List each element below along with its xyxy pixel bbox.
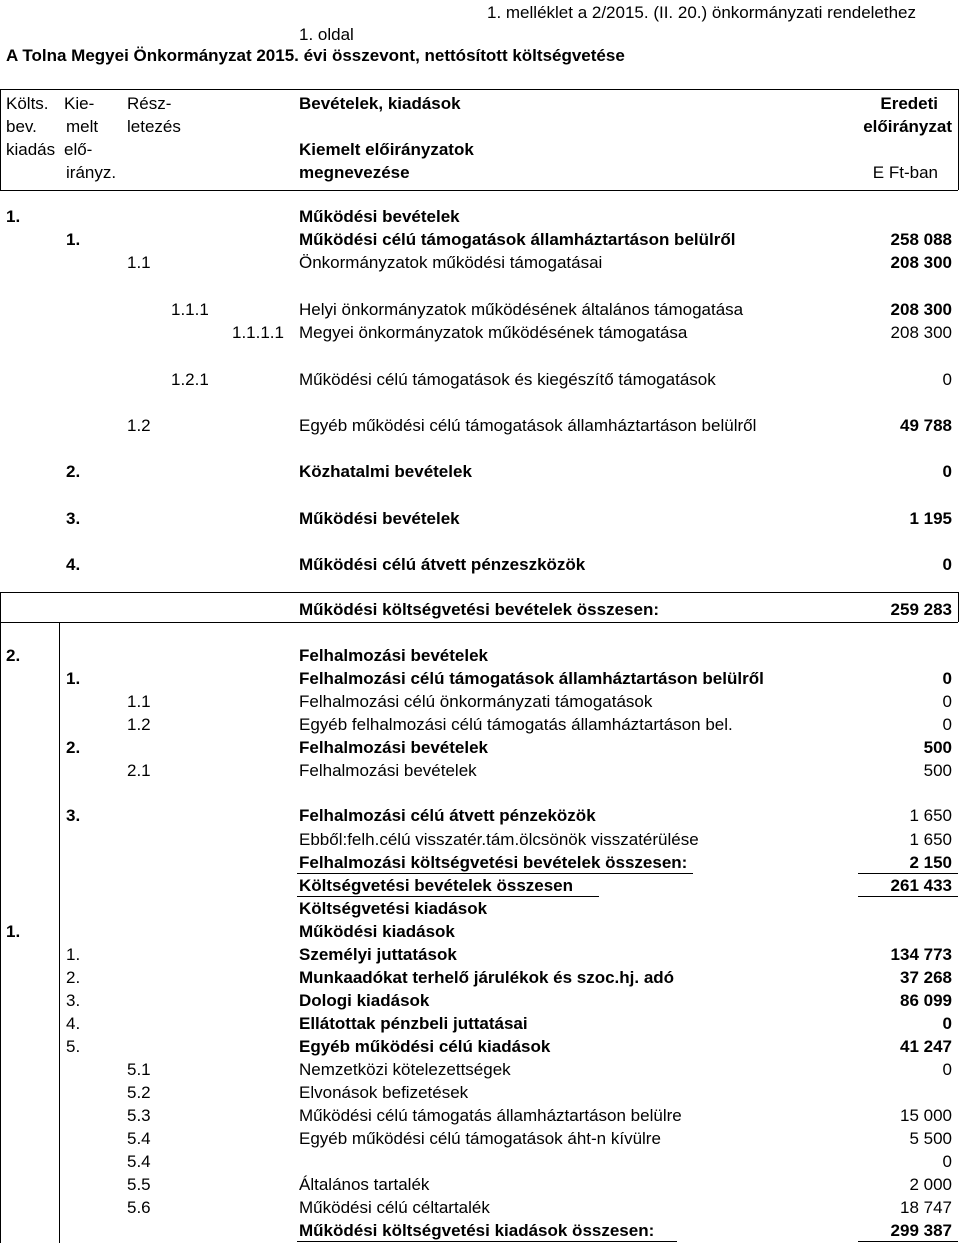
row-label: Működési célú támogatás államháztartáson belülre <box>299 1106 682 1125</box>
row-amount: 0 <box>942 1060 952 1079</box>
row-code-3: 5.2 <box>127 1083 151 1102</box>
row-code-3: 1.1 <box>127 253 151 272</box>
row-code-1: 1. <box>6 922 21 941</box>
row-label: Működési célú támogatások államháztartáson belülről <box>299 230 736 249</box>
header-col2-line1: Kie- <box>64 94 95 113</box>
row-code-3: 5.4 <box>127 1129 151 1148</box>
annex-reference: 1. melléklet a 2/2015. (II. 20.) önkormányzati rendelethez <box>487 3 917 22</box>
row-code-3: 5.4 <box>127 1152 151 1171</box>
header-col1-line1: Költs. <box>6 94 49 113</box>
row-label: Személyi juttatások <box>299 945 457 964</box>
section-heading: Költségvetési kiadások <box>299 899 488 918</box>
row-total-label: Költségvetési bevételek összesen <box>299 876 574 895</box>
row-label: Egyéb felhalmozási célú támogatás államháztartáson bel. <box>299 715 733 734</box>
row-amount: 49 788 <box>900 416 952 435</box>
row-label: Felhalmozási célú önkormányzati támogatások <box>299 692 653 711</box>
row-code-3: 1.1 <box>127 692 151 711</box>
row-amount: 0 <box>942 555 952 574</box>
header-col2-line3: elő- <box>64 140 93 159</box>
row-code-3: 5.5 <box>127 1175 151 1194</box>
row-label: Felhalmozási célú átvett pénzeközök <box>299 806 596 825</box>
row-code-2: 3. <box>66 509 81 528</box>
row-label: Ellátottak pénzbeli juttatásai <box>299 1014 528 1033</box>
row-total-label: Felhalmozási költségvetési bevételek összesen: <box>299 853 688 872</box>
row-total-amount: 259 283 <box>890 600 952 619</box>
row-total-amount: 2 150 <box>909 853 952 872</box>
row-label: Egyéb működési célú támogatások államháztartáson belülről <box>299 416 757 435</box>
row-label: Helyi önkormányzatok működésének általános támogatása <box>299 300 744 319</box>
row-label: Nemzetközi kötelezettségek <box>299 1060 511 1079</box>
row-amount: 0 <box>942 462 952 481</box>
row-label: Önkormányzatok működési támogatásai <box>299 253 603 272</box>
header-col2-line4: irányz. <box>66 163 117 182</box>
row-label: Felhalmozási bevételek <box>299 646 488 665</box>
row-amount: 1 650 <box>909 830 952 849</box>
row-code-3: 1.1.1 <box>171 300 209 319</box>
row-label: Dologi kiadások <box>299 991 430 1010</box>
row-amount: 0 <box>942 1152 952 1171</box>
row-amount: 0 <box>942 715 952 734</box>
row-label: Működési kiadások <box>299 922 455 941</box>
row-label: Megyei önkormányzatok működésének támogatása <box>299 323 688 342</box>
row-code-1: 1. <box>6 207 21 226</box>
row-amount: 5 500 <box>909 1129 952 1148</box>
row-label: Közhatalmi bevételek <box>299 462 472 481</box>
row-total-label: Működési költségvetési kiadások összesen: <box>299 1221 655 1240</box>
row-amount: 500 <box>923 761 952 780</box>
header-col5-line2: előirányzat <box>863 117 952 136</box>
row-amount: 86 099 <box>900 991 952 1010</box>
row-label: Egyéb működési célú támogatások áht-n kívülre <box>299 1129 661 1148</box>
row-code-2: 4. <box>66 1014 81 1033</box>
header-col4-line2: Kiemelt előirányzatok <box>299 140 474 159</box>
row-amount: 1 650 <box>909 806 952 825</box>
row-code-2: 1. <box>66 230 81 249</box>
row-amount: 500 <box>923 738 952 757</box>
header-col1-line3: kiadás <box>6 140 56 159</box>
header-col3-line1: Rész- <box>127 94 172 113</box>
row-amount: 258 088 <box>890 230 952 249</box>
row-label: Ebből:felh.célú visszatér.tám.ölcsönök visszatérülése <box>299 830 699 849</box>
row-code-3: 2.1 <box>127 761 151 780</box>
row-total-amount: 299 387 <box>890 1221 952 1240</box>
row-amount: 0 <box>942 669 952 688</box>
row-code-2: 1. <box>66 669 81 688</box>
row-code-3: 1.2.1 <box>171 370 209 389</box>
row-amount: 18 747 <box>900 1198 952 1217</box>
row-amount: 37 268 <box>900 968 952 987</box>
row-code-2: 2. <box>66 738 81 757</box>
row-code-2: 2. <box>66 968 81 987</box>
row-amount: 0 <box>942 692 952 711</box>
row-total-label: Működési költségvetési bevételek összesen: <box>299 600 659 619</box>
row-label: Működési célú támogatások és kiegészítő támogatások <box>299 370 716 389</box>
row-amount: 41 247 <box>900 1037 952 1056</box>
row-amount: 2 000 <box>909 1175 952 1194</box>
row-amount: 0 <box>942 1014 952 1033</box>
row-code-2: 1. <box>66 945 81 964</box>
row-amount: 1 195 <box>909 509 952 528</box>
row-label: Felhalmozási bevételek <box>299 761 477 780</box>
header-col4-line1: Bevételek, kiadások <box>299 94 461 113</box>
row-amount: 15 000 <box>900 1106 952 1125</box>
row-label: Általános tartalék <box>299 1175 430 1194</box>
row-label: Munkaadókat terhelő járulékok és szoc.hj. adó <box>299 968 675 987</box>
row-code-1: 2. <box>6 646 21 665</box>
header-col3-line2: letezés <box>127 117 181 136</box>
row-total-amount: 261 433 <box>890 876 952 895</box>
header-col4-line3: megnevezése <box>299 163 410 182</box>
row-label: Működési célú átvett pénzeszközök <box>299 555 586 574</box>
row-label: Felhalmozási célú támogatások államháztartáson belülről <box>299 669 764 688</box>
row-code-3: 5.3 <box>127 1106 151 1125</box>
row-code-2: 4. <box>66 555 81 574</box>
row-label: Működési bevételek <box>299 207 460 226</box>
row-label: Működési bevételek <box>299 509 460 528</box>
header-col2-line2: melt <box>66 117 99 136</box>
header-col5-line1: Eredeti <box>880 94 938 113</box>
row-code-2: 3. <box>66 991 81 1010</box>
row-amount: 208 300 <box>890 300 952 319</box>
row-code-3: 1.2 <box>127 715 151 734</box>
page-number: 1. oldal <box>299 25 354 44</box>
row-code-2: 5. <box>66 1037 81 1056</box>
row-label: Működési célú céltartalék <box>299 1198 490 1217</box>
row-code-3: 5.6 <box>127 1198 151 1217</box>
row-label: Felhalmozási bevételek <box>299 738 488 757</box>
header-col5-line3: E Ft-ban <box>872 163 938 182</box>
row-label: Elvonások befizetések <box>299 1083 469 1102</box>
row-code-3: 1.1.1.1 <box>232 323 284 342</box>
row-label: Egyéb működési célú kiadások <box>299 1037 551 1056</box>
row-amount: 134 773 <box>890 945 952 964</box>
row-code-2: 2. <box>66 462 81 481</box>
row-code-2: 3. <box>66 806 81 825</box>
row-code-3: 1.2 <box>127 416 151 435</box>
row-code-3: 5.1 <box>127 1060 151 1079</box>
row-amount: 208 300 <box>890 253 952 272</box>
header-col1-line2: bev. <box>6 117 37 136</box>
row-amount: 208 300 <box>890 323 952 342</box>
document-title: A Tolna Megyei Önkormányzat 2015. évi összevont, nettósított költségvetése <box>6 46 625 65</box>
row-amount: 0 <box>942 370 952 389</box>
